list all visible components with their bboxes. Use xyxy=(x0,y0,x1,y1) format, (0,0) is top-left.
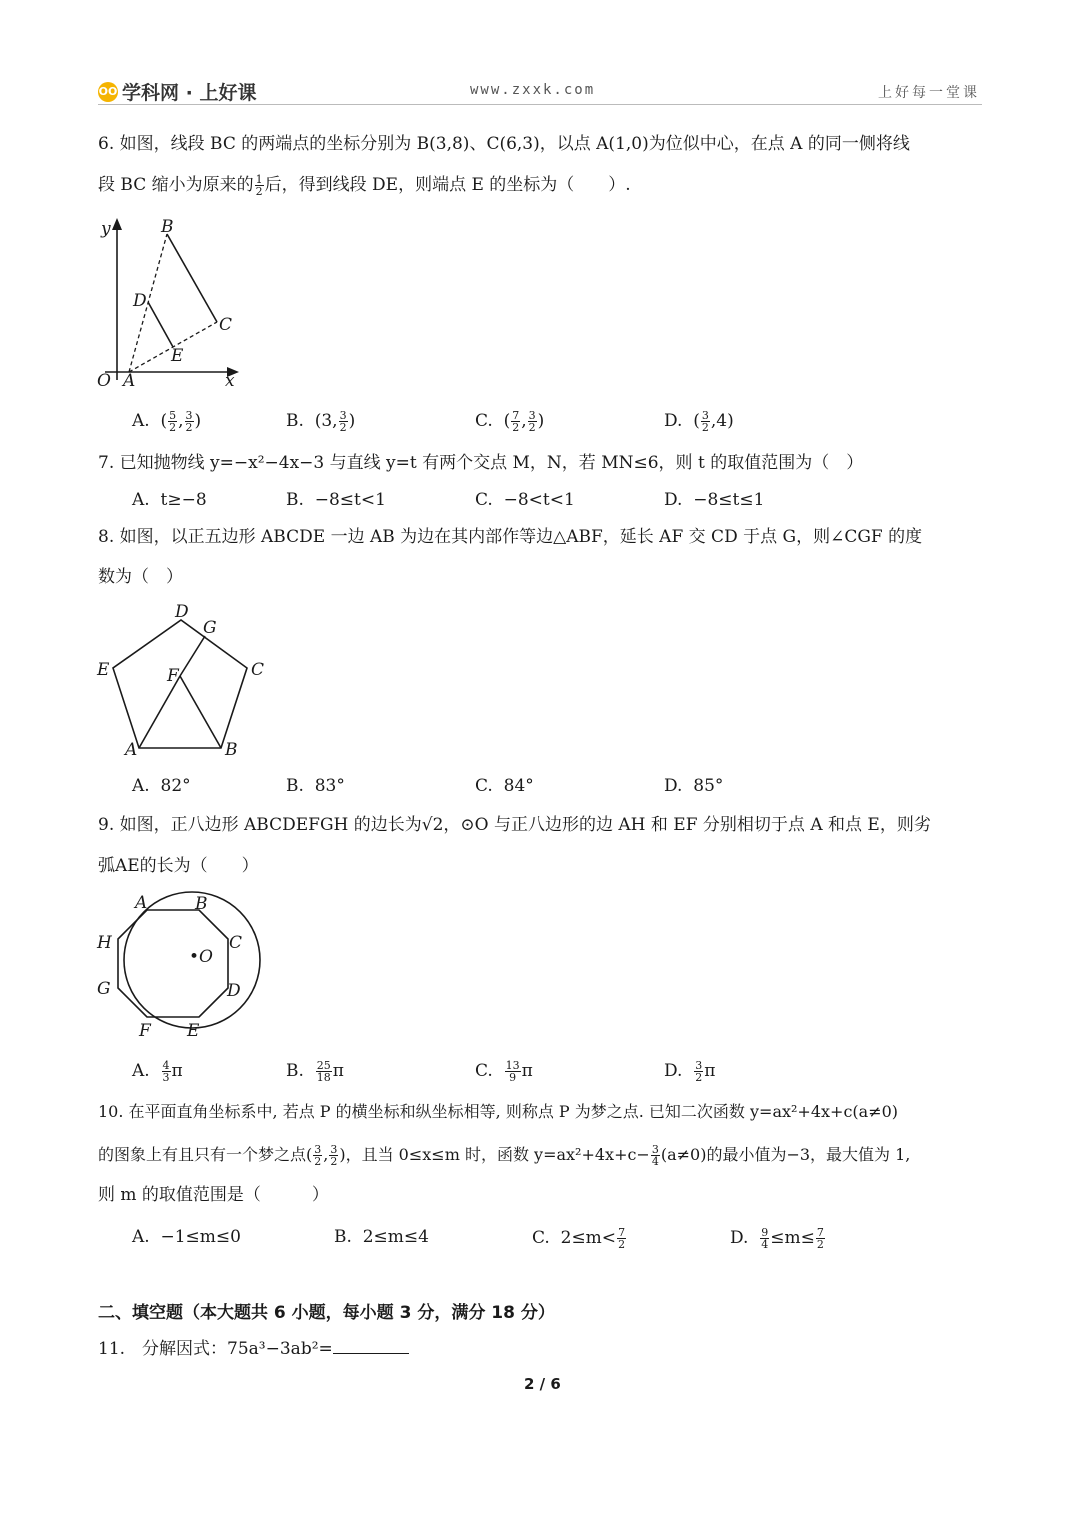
brand-logo xyxy=(98,78,256,105)
segment-BC xyxy=(167,234,217,322)
q6-option-b[interactable]: B. (3, $\frac{3}{2}$ ) xyxy=(286,409,356,434)
fraction: $\frac{1}{2}$ xyxy=(255,173,263,198)
label-C: C xyxy=(219,315,233,335)
slogan: 上好每一堂课 xyxy=(878,85,980,101)
label-D: D xyxy=(227,981,241,1001)
q7-stem: 7. 已知抛物线 y=−x²−4x−3 与直线 y=t 有两个交点 M，N，若 MN≤6，则 t 的取值范围为（ ） xyxy=(98,453,864,473)
label-D: D xyxy=(133,291,147,311)
segment-FG xyxy=(180,636,205,676)
q6-line2: 段 BC 缩小为原来的 $\frac{1}{2}$ 后，得到线段 DE，则端点 E 的坐标为（ ）. xyxy=(98,173,631,198)
label-B: B xyxy=(161,217,174,237)
label-O: •O xyxy=(189,947,213,967)
q6-option-d[interactable]: D. ( $\frac{3}{2}$ ,4) xyxy=(664,409,734,434)
segment-DE xyxy=(148,302,173,347)
q6-line1: 6. 如图，线段 BC 的两端点的坐标分别为 B(3,8)、C(6,3)，以点 A(1,0)为位似中心，在点 A 的同一侧将线 xyxy=(98,134,910,154)
q8-option-d[interactable]: D. 85° xyxy=(664,776,724,796)
q10-option-d[interactable]: D. $\frac{9}{4}$ ≤m≤ $\frac{7}{2}$ xyxy=(730,1226,824,1251)
label-G: G xyxy=(97,979,111,999)
q11-answer-blank[interactable] xyxy=(333,1337,409,1354)
page-number: 2 / 6 xyxy=(524,1375,561,1393)
label-y: y xyxy=(101,219,111,239)
q10-option-b[interactable]: B. 2≤m≤4 xyxy=(334,1227,429,1247)
label-F: F xyxy=(139,1021,151,1040)
label-x: x xyxy=(225,371,235,391)
label-A: A xyxy=(135,893,148,913)
label-F: F xyxy=(167,666,179,686)
section-2-title: 二、填空题（本大题共 6 小题，每小题 3 分，满分 18 分） xyxy=(98,1303,555,1323)
label-A: A xyxy=(125,740,138,760)
label-E: E xyxy=(171,346,184,366)
segment-AF xyxy=(139,676,180,748)
label-C: C xyxy=(251,660,265,680)
q10-option-a[interactable]: A. −1≤m≤0 xyxy=(132,1227,241,1247)
q9-option-d[interactable]: D. $\frac{3}{2}$ π xyxy=(664,1059,716,1084)
q10-option-c[interactable]: C. 2≤m< $\frac{7}{2}$ xyxy=(532,1226,626,1251)
logo-owl-icon: OO xyxy=(98,82,118,102)
label-O: O xyxy=(97,371,111,391)
q6-figure xyxy=(95,210,255,395)
label-E: E xyxy=(97,660,110,680)
q10-line2: 的图象上有且只有一个梦之点( $\frac{3}{2}$ , $\frac{3}{2}$ )，且当 0≤x≤m 时，函数 y=ax²+4x+c− $\frac{3}{4}$ (a≠0)的最小值为−3，最大值为 1, xyxy=(98,1143,911,1168)
q8-line1: 8. 如图，以正五边形 ABCDE 一边 AB 为边在其内部作等边△ABF，延长 AF 交 CD 于点 G，则∠CGF 的度 xyxy=(98,527,923,547)
label-G: G xyxy=(203,618,217,638)
label-A: A xyxy=(123,371,136,391)
q9-option-b[interactable]: B. $\frac{25}{18}$ π xyxy=(286,1059,344,1084)
q9-line1: 9. 如图，正八边形 ABCDEFGH 的边长为√2，⊙O 与正八边形的边 AH 和 EF 分别相切于点 A 和点 E，则劣 xyxy=(98,815,931,835)
label-D: D xyxy=(175,602,189,622)
site-url: www.zxxk.com xyxy=(470,82,596,98)
q8-option-b[interactable]: B. 83° xyxy=(286,776,345,796)
label-C: C xyxy=(229,933,243,953)
q8-figure xyxy=(95,600,280,765)
q10-line1: 10. 在平面直角坐标系中, 若点 P 的横坐标和纵坐标相等, 则称点 P 为梦之点. 已知二次函数 y=ax²+4x+c(a≠0) xyxy=(98,1102,899,1121)
q7-option-b[interactable]: B. −8≤t<1 xyxy=(286,490,386,510)
q8-line2: 数为（ ） xyxy=(98,567,183,587)
q7-option-a[interactable]: A. t≥−8 xyxy=(132,490,207,510)
q7-option-c[interactable]: C. −8<t<1 xyxy=(475,490,575,510)
q9-line2: 弧AE的长为（ ） xyxy=(98,856,259,876)
q10-line3: 则 m 的取值范围是（ ） xyxy=(98,1185,329,1205)
q8-option-c[interactable]: C. 84° xyxy=(475,776,534,796)
q6-option-a[interactable]: A. ( $\frac{5}{2}$ , $\frac{3}{2}$ ) xyxy=(132,409,202,434)
label-B: B xyxy=(195,894,208,914)
brand-text: 学科网 · 上好课 xyxy=(122,82,257,104)
header-divider xyxy=(98,104,982,105)
q9-option-a[interactable]: A. $\frac{4}{3}$ π xyxy=(132,1059,183,1084)
q6-option-c[interactable]: C. ( $\frac{7}{2}$ , $\frac{3}{2}$ ) xyxy=(475,409,545,434)
q9-option-c[interactable]: C. $\frac{13}{9}$ π xyxy=(475,1059,533,1084)
segment-BF xyxy=(180,676,221,748)
label-B: B xyxy=(225,740,238,760)
label-E: E xyxy=(187,1021,200,1040)
q11-stem: 11. 分解因式：75a³−3ab²= xyxy=(98,1337,409,1359)
y-arrow-icon xyxy=(112,218,122,230)
q8-option-a[interactable]: A. 82° xyxy=(132,776,191,796)
q7-option-d[interactable]: D. −8≤t≤1 xyxy=(664,490,765,510)
label-H: H xyxy=(97,933,112,953)
pentagon-ABCDE xyxy=(113,620,247,748)
q9-figure xyxy=(95,890,270,1040)
